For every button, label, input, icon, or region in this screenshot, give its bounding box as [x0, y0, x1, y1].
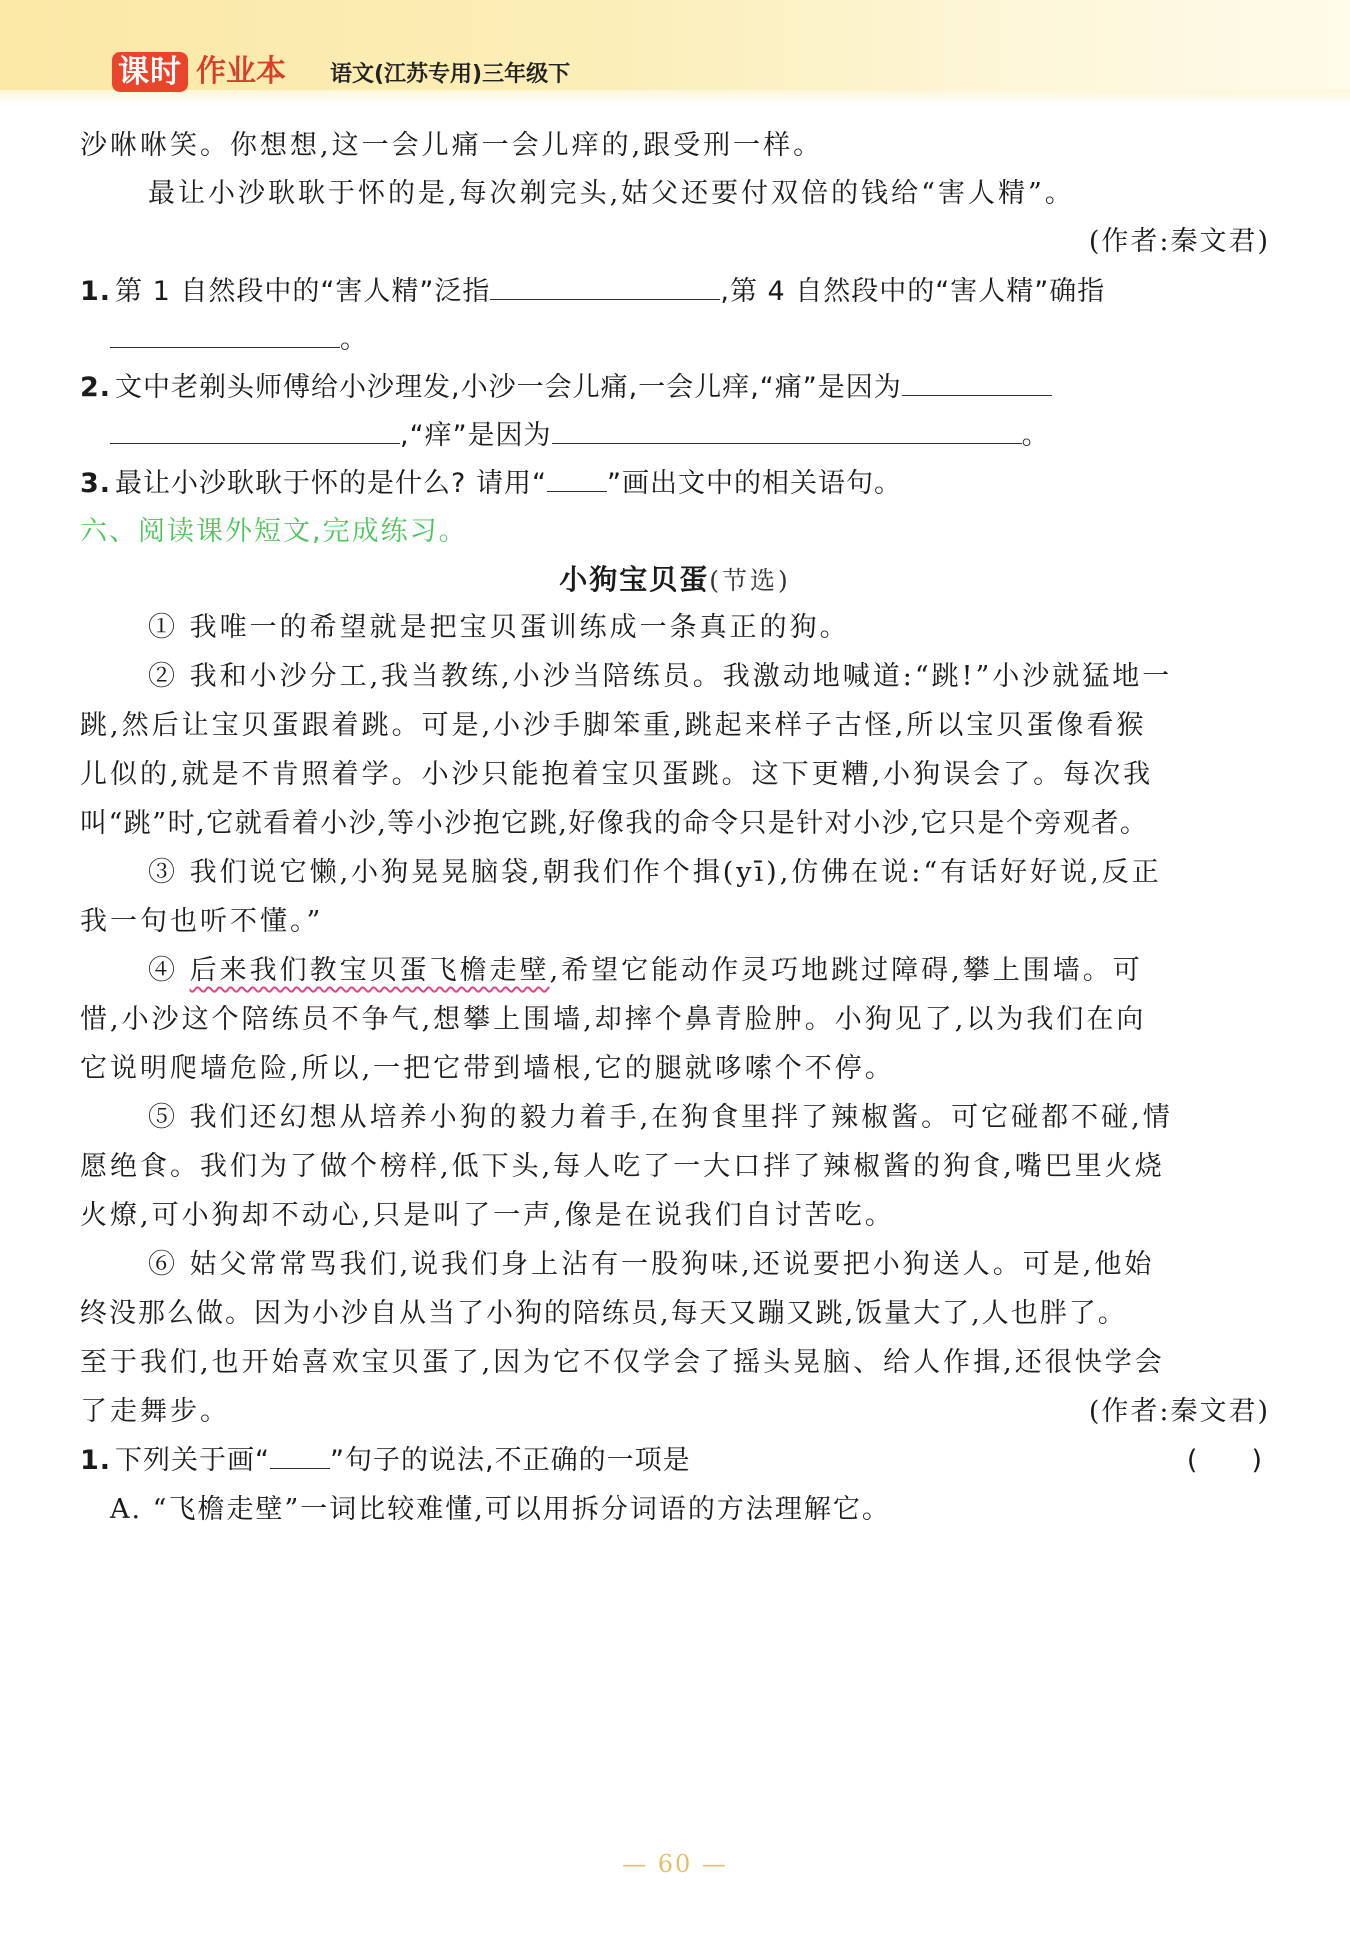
- question-text: 下列关于画“: [115, 1445, 271, 1476]
- passage-text: ,希望它能动作灵巧地跳过障碍,攀上围墙。可: [549, 955, 1143, 986]
- answer-blank[interactable]: [110, 417, 400, 444]
- passage-line: 沙咻咻笑。你想想,这一会儿痛一会儿痒的,跟受刑一样。: [80, 130, 824, 161]
- passage-line: ③ 我们说它懒,小狗晃晃脑袋,朝我们作个揖(yī),仿佛在说:“有话好好说,反正: [148, 857, 1162, 888]
- title-note: (节选): [709, 566, 791, 595]
- question-2-continuation: [80, 416, 1300, 456]
- paragraph-number: ④: [148, 955, 190, 986]
- question-text: ,“痒”是因为: [400, 420, 552, 451]
- series-name: 作业本: [196, 54, 286, 89]
- passage-line: 了走舞步。: [80, 1396, 230, 1427]
- passage-line: 我一句也听不懂。”: [80, 906, 324, 937]
- underline-sample: [547, 465, 607, 492]
- question-3: [80, 464, 1270, 504]
- question-number: 3.: [80, 468, 112, 499]
- subject-label: 语文(江苏专用)三年级下: [330, 62, 571, 87]
- question-number: 1.: [80, 276, 112, 307]
- answer-blank[interactable]: [902, 369, 1052, 396]
- question-text: 文中老剃头师傅给小沙理发,小沙一会儿痛,一会儿痒,“痛”是因为: [115, 372, 902, 403]
- passage-line: ① 我唯一的希望就是把宝贝蛋训练成一条真正的狗。: [148, 612, 850, 643]
- question-text: ”画出文中的相关语句。: [606, 468, 902, 499]
- title-text: 小狗宝贝蛋: [559, 563, 710, 596]
- question-number: 1.: [80, 1445, 112, 1476]
- question-1: [80, 272, 1270, 312]
- question-end: 。: [1021, 420, 1050, 451]
- passage-line: 它说明爬墙危险,所以,一把它带到墙根,它的腿就哆嗦个不停。: [80, 1053, 895, 1084]
- passage-line: 至于我们,也开始喜欢宝贝蛋了,因为它不仅学会了摇头晃脑、给人作揖,还很快学会: [80, 1347, 1165, 1378]
- passage-line: 火燎,可小狗却不动心,只是叫了一声,像是在说我们自讨苦吃。: [80, 1200, 895, 1231]
- passage-author: (作者:秦文君): [1088, 1396, 1270, 1427]
- underline-sample: [270, 1442, 330, 1469]
- answer-blank[interactable]: [490, 273, 720, 300]
- passage-line: 叫“跳”时,它就看着小沙,等小沙抱它跳,好像我的命令只是针对小沙,它只是个旁观者。: [80, 808, 1149, 839]
- section-heading: 六、阅读课外短文,完成练习。: [80, 516, 468, 547]
- page-number: — 60 —: [622, 1850, 728, 1878]
- question-b1: [80, 1441, 1270, 1481]
- passage-line: 最让小沙耿耿于怀的是,每次剃完头,姑父还要付双倍的钱给“害人精”。: [148, 178, 1075, 209]
- book-logo: 课时: [112, 52, 188, 92]
- passage-line: 愿绝食。我们为了做个榜样,低下头,每人吃了一大口拌了辣椒酱的狗食,嘴巴里火烧: [80, 1151, 1165, 1182]
- passage-line: 跳,然后让宝贝蛋跟着跳。可是,小沙手脚笨重,跳起来样子古怪,所以宝贝蛋像看猴: [80, 710, 1147, 741]
- question-text: 第 1 自然段中的“害人精”泛指: [115, 276, 491, 307]
- wavy-underlined-sentence: 后来我们教宝贝蛋飞檐走壁: [189, 955, 550, 986]
- passage-line: ⑤ 我们还幻想从培养小狗的毅力着手,在狗食里拌了辣椒酱。可它碰都不碰,情: [148, 1102, 1173, 1133]
- answer-parentheses[interactable]: ( ): [1186, 1445, 1262, 1476]
- passage-line: ⑥ 姑父常常骂我们,说我们身上沾有一股狗味,还说要把小狗送人。可是,他始: [148, 1249, 1155, 1280]
- passage-line: 惜,小沙这个陪练员不争气,想攀上围墙,却摔个鼻青脸肿。小狗见了,以为我们在向: [80, 1004, 1147, 1035]
- question-text: ”句子的说法,不正确的一项是: [330, 1445, 691, 1476]
- passage-line: ② 我和小沙分工,我当教练,小沙当陪练员。我激动地喊道:“跳!”小沙就猛地一: [148, 661, 1173, 692]
- answer-blank[interactable]: [110, 321, 340, 348]
- passage-title: [80, 560, 1270, 601]
- question-2: [80, 368, 1270, 408]
- question-end: 。: [340, 324, 368, 355]
- passage-line: 儿似的,就是不肯照着学。小沙只能抱着宝贝蛋跳。这下更糟,小狗误会了。每次我: [80, 759, 1154, 790]
- passage-line: 终没那么做。因为小沙自从当了小狗的陪练员,每天又蹦又跳,饭量大了,人也胖了。: [80, 1298, 1127, 1329]
- option-a: A. “飞檐走壁”一词比较难懂,可以用拆分词语的方法理解它。: [110, 1494, 891, 1525]
- question-1-continuation: [80, 320, 1300, 360]
- passage-line: [80, 951, 1270, 991]
- question-text: ,第 4 自然段中的“害人精”确指: [720, 276, 1106, 307]
- question-number: 2.: [80, 372, 112, 403]
- answer-blank[interactable]: [552, 417, 1022, 444]
- passage-author: (作者:秦文君): [1088, 226, 1270, 257]
- question-text: 最让小沙耿耿于怀的是什么? 请用“: [115, 468, 547, 499]
